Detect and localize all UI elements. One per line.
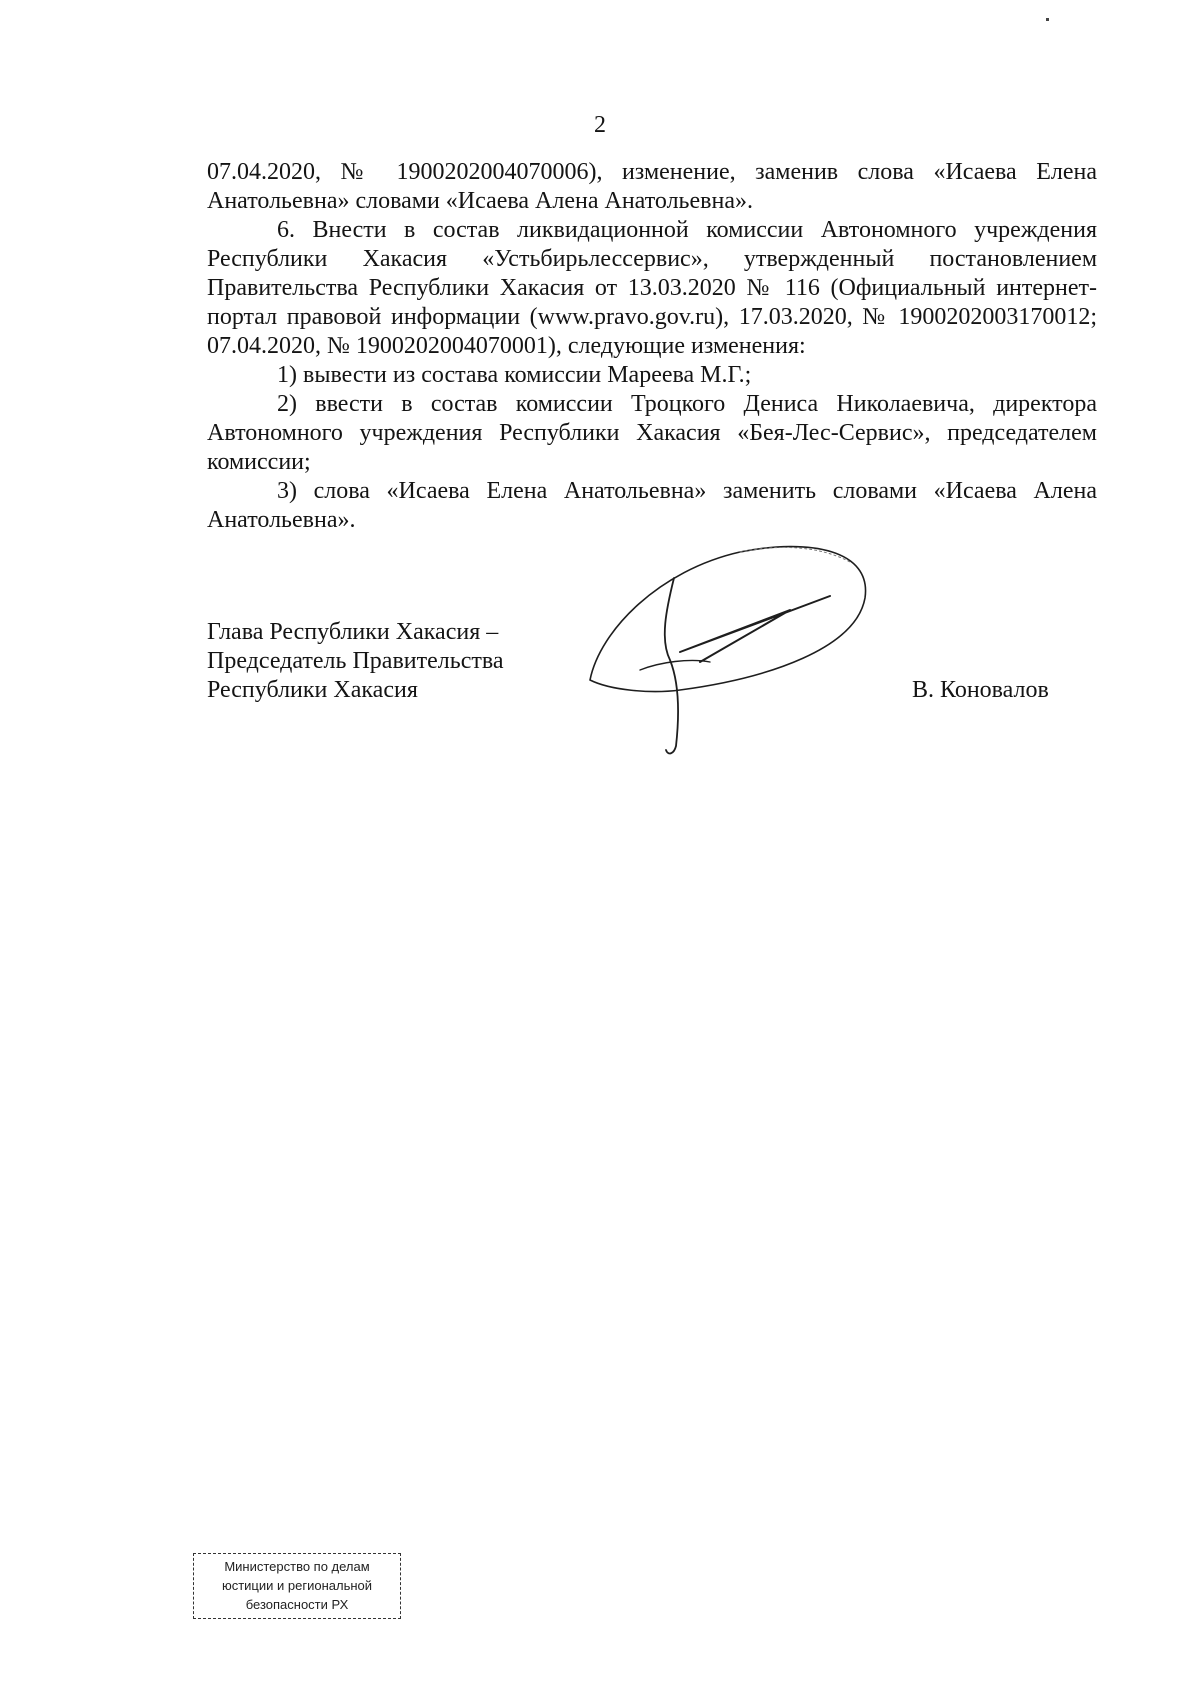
signer-name: В. Коновалов [912, 677, 1049, 703]
subitem-2: 2) ввести в состав комиссии Троцкого Дениса Николаевича, директора Автономного учреждения Республики Хакасия «Бея-Лес-Сервис», председателем комиссии; [207, 391, 1097, 475]
scan-speck [1046, 18, 1049, 21]
page-number: 2 [594, 112, 606, 138]
position-line: Республики Хакасия [207, 677, 418, 703]
subitem-3: 3) слова «Исаева Елена Анатольевна» заменить словами «Исаева Алена Анатольевна». [207, 478, 1097, 533]
signatory-position [207, 618, 504, 705]
document-body [207, 158, 1097, 535]
stamp-line: юстиции и региональной [221, 1578, 373, 1593]
position-line: Глава Республики Хакасия – [207, 619, 499, 645]
handwritten-signature [580, 540, 880, 760]
stamp-line: безопасности РХ [245, 1597, 349, 1612]
stamp-line: Министерство по делам [224, 1559, 370, 1574]
paragraph-continuation: 07.04.2020, № 1900202004070006), изменение, заменив слова «Исаева Елена Анатольевна» словами «Исаева Алена Анатольевна». [207, 159, 1097, 214]
ministry-stamp [193, 1553, 401, 1619]
paragraph-item-6: 6. Внести в состав ликвидационной комиссии Автономного учреждения Республики Хакасия «Устьбирьлессервис», утвержденный постановлением Правительства Республики Хакасия от 13.03.2020 № 116 (Официальный интернет-портал правовой информации (www.pravo.gov.ru), 17.03.2020, № 1900202003170012; 07.04.2020, № 1900202004070001), следующие изменения: [207, 217, 1097, 359]
position-line: Председатель Правительства [207, 648, 504, 674]
subitem-1: 1) вывести из состава комиссии Мареева М.Г.; [277, 362, 752, 388]
